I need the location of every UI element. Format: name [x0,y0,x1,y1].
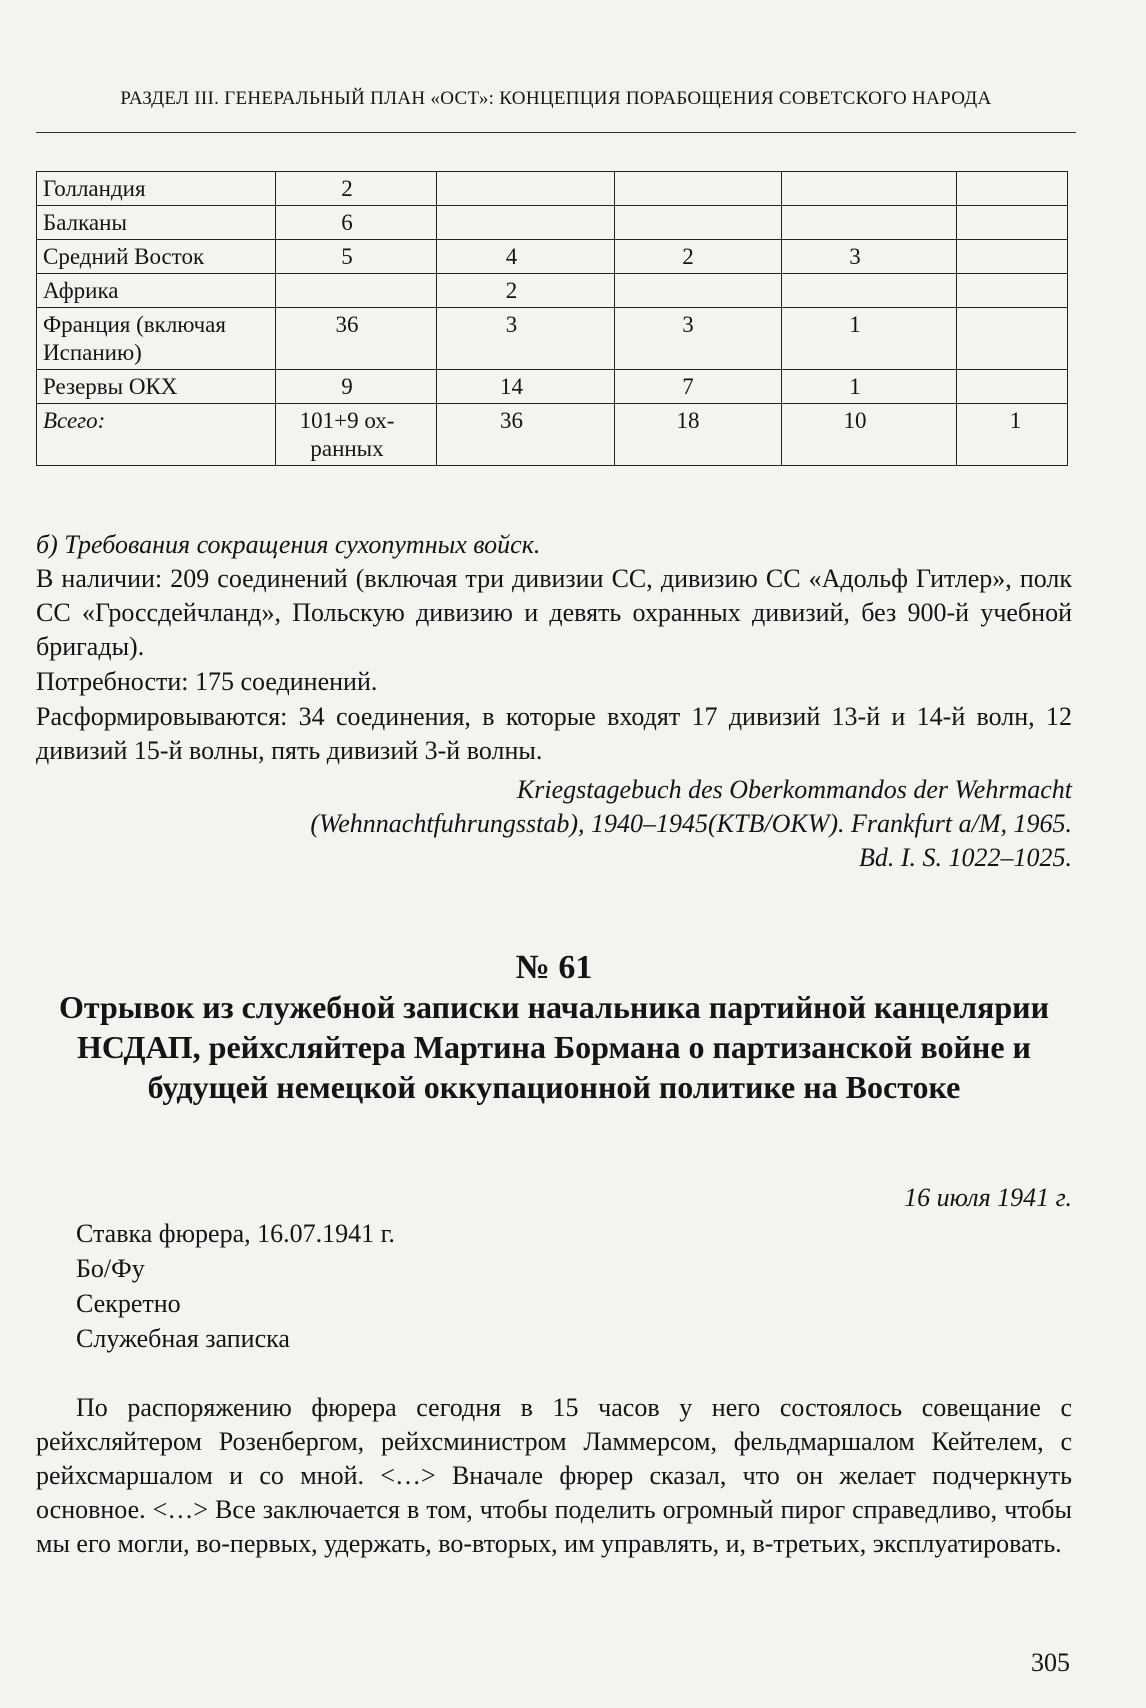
table-cell: 2 [276,172,437,206]
meta-place-date: Ставка фюрера, 16.07.1941 г. [76,1219,395,1248]
table-row [37,308,1068,370]
table-cell: 2 [615,240,782,274]
meta-initials: Бо/Фу [76,1254,145,1283]
table-row-label: Балканы [37,206,276,240]
table-cell [615,206,782,240]
table-cell: 10 [782,404,957,466]
page-number: 305 [1031,1648,1070,1677]
table-cell [782,172,957,206]
table-cell: 14 [437,370,615,404]
table-cell [437,172,615,206]
table-cell: 5 [276,240,437,274]
table-row-label: Африка [37,274,276,308]
source-citation: Kriegstagebuch des Oberkommandos der Wehrmacht (Wehnnachtfuhrungsstab), 1940–1945(KTB/OKW). Frankfurt a/M, 1965. Bd. I. S. 1022–1025. [310,775,1072,872]
document-title: Отрывок из служебной записки начальника партийной канцелярии НСДАП, рейхсляйтера Мартина Бормана о партизанской войне и будущей немецкой оккупационной политике на Востоке [59,989,1049,1105]
table-row [37,240,1068,274]
table-cell [782,206,957,240]
table-cell: 18 [615,404,782,466]
document-meta [76,1216,876,1356]
table-cell [615,274,782,308]
section-b-paragraph-available: В наличии: 209 соединений (включая три дивизии СС, дивизию СС «Адольф Гитлер», полк СС «Гроссдейчланд», Польскую дивизию и девять охранных дивизий, без 900-й учебной бригады). [36,564,1072,661]
meta-doc-type: Служебная записка [76,1324,290,1353]
table-cell [957,308,1068,370]
document-date: 16 июля 1941 г. [904,1183,1072,1212]
section-b-paragraph-needs: Потребности: 175 соединений. [36,667,378,696]
table-cell: 7 [615,370,782,404]
document-number: № 61 [515,949,593,986]
table-cell [957,370,1068,404]
table-cell: 9 [276,370,437,404]
table-row [37,206,1068,240]
table-row-label: Всего: [37,404,276,466]
table-cell: 36 [276,308,437,370]
table-cell: 3 [782,240,957,274]
table-cell [437,206,615,240]
table-total-row [37,404,1068,466]
running-head: РАЗДЕЛ III. ГЕНЕРАЛЬНЫЙ ПЛАН «ОСТ»: КОНЦЕПЦИЯ ПОРАБОЩЕНИЯ СОВЕТСКОГО НАРОДА [120,88,992,109]
meta-classification: Секретно [76,1289,181,1318]
section-b-paragraph-disbanded: Расформировываются: 34 соединения, в которые входят 17 дивизий 13-й и 14-й волн, 12 дивизий 15-й волны, пять дивизий 3-й волны. [36,702,1072,765]
forces-table [36,171,1068,466]
table-cell: 1 [957,404,1068,466]
table-row-label: Средний Восток [37,240,276,274]
table-cell: 1 [782,370,957,404]
table-cell: 3 [437,308,615,370]
table-cell [782,274,957,308]
table-cell: 1 [782,308,957,370]
table-cell [615,172,782,206]
section-b-heading: б) Требования сокращения сухопутных войск. [36,530,541,559]
table-row [37,370,1068,404]
table-cell: 6 [276,206,437,240]
table-cell [957,274,1068,308]
table-row-label: Франция (включая Испанию) [37,308,276,370]
table-cell: 2 [437,274,615,308]
document-body: По распоряжению фюрера сегодня в 15 часов у него состоялось совещание с рейхсляйтером Розенбергом, рейхсминистром Ламмерсом, фельдмаршалом Кейтелем, с рейхсмаршалом и со мной. <…> Вначале фюрер сказал, что он желает подчеркнуть основное. <…> Все заключается в том, чтобы поделить огромный пирог справедливо, чтобы мы его могли, во-первых, удержать, во-вторых, им управлять, и, в-третьих, эксплуатировать. [36,1393,1072,1558]
table-cell: 101+9 ох-ранных [276,404,437,466]
header-rule [36,132,1076,133]
table-cell [276,274,437,308]
table-row [37,274,1068,308]
table-row-label: Резервы ОКХ [37,370,276,404]
table-cell [957,206,1068,240]
table-cell [957,240,1068,274]
table-cell: 4 [437,240,615,274]
table-cell [957,172,1068,206]
table-row [37,172,1068,206]
table-cell: 3 [615,308,782,370]
table-row-label: Голландия [37,172,276,206]
table-cell: 36 [437,404,615,466]
